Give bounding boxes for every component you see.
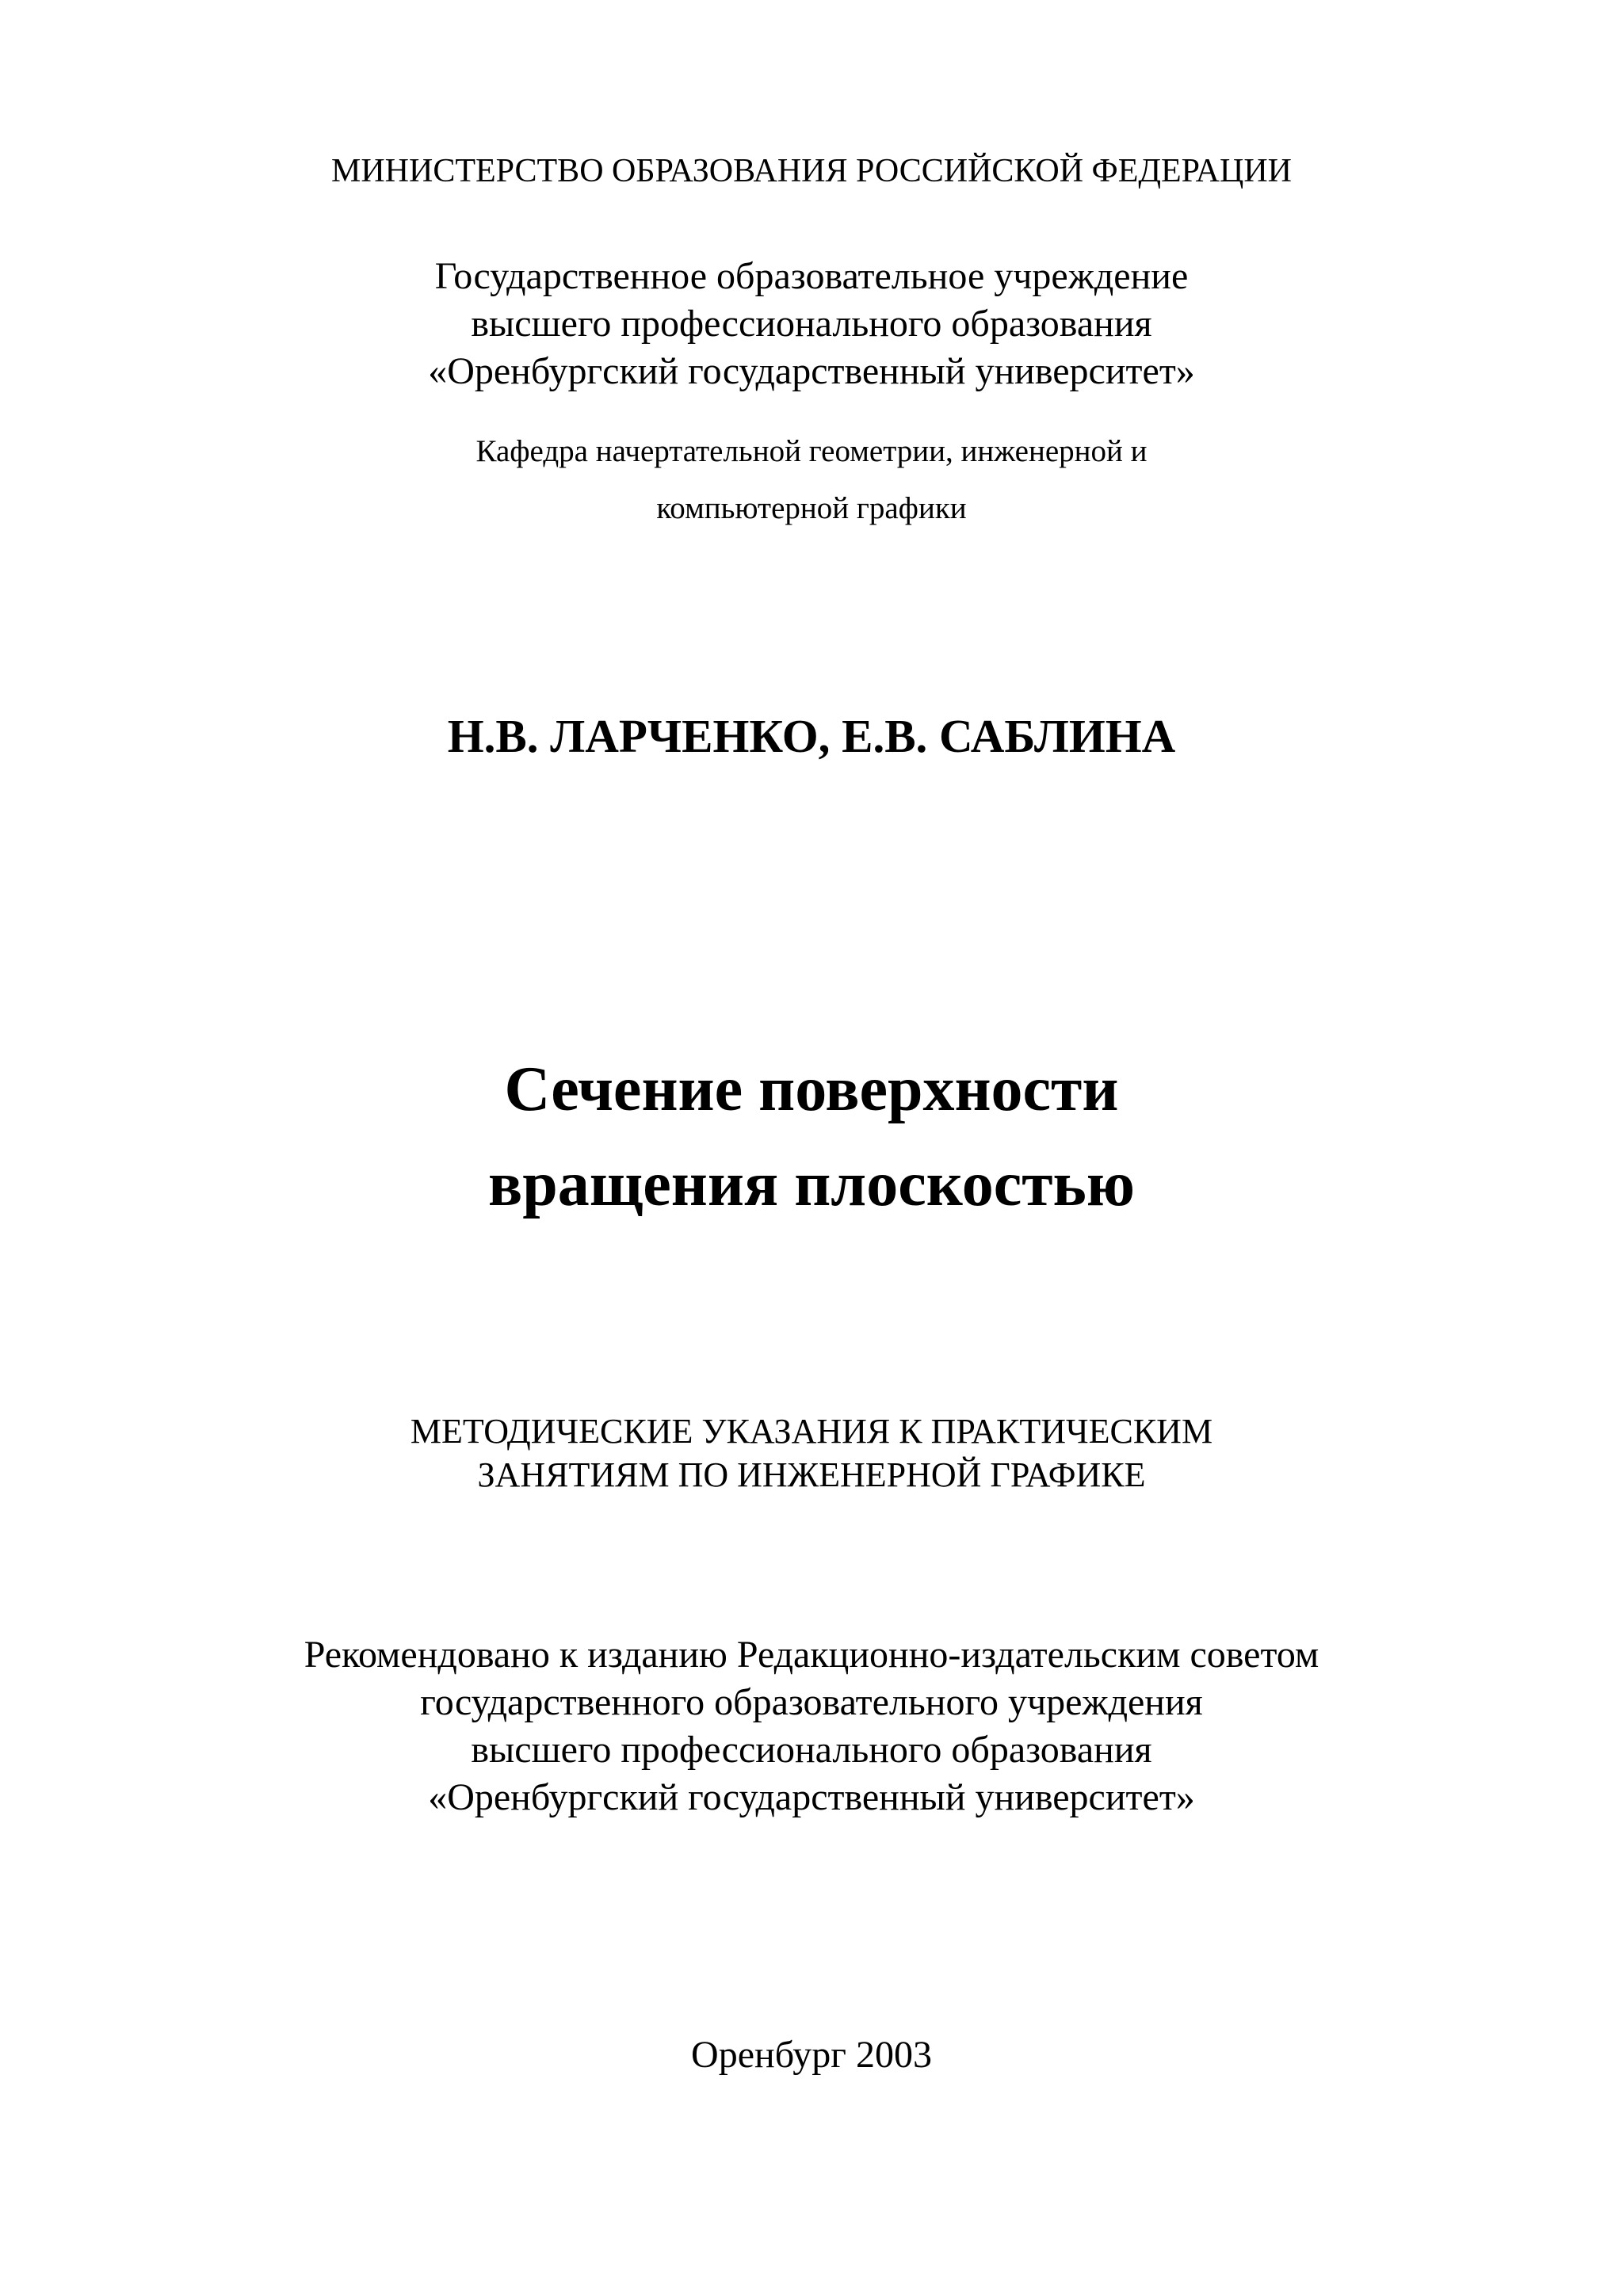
department-line-2: компьютерной графики — [656, 491, 967, 525]
recommendation-line-4: «Оренбургский государственный университет» — [428, 1776, 1195, 1818]
recommendation-line-2: государственного образовательного учреждения — [420, 1681, 1203, 1723]
institution-line-2: высшего профессионального образования — [471, 303, 1152, 345]
imprint-city-year: Оренбург 2003 — [691, 2034, 932, 2076]
document-title-line-1: Сечение поверхности — [504, 1055, 1119, 1124]
institution-line-1: Государственное образовательное учреждение — [434, 255, 1189, 297]
subtitle-line-2: ЗАНЯТИЯМ ПО ИНЖЕНЕРНОЙ ГРАФИКЕ — [477, 1455, 1146, 1494]
recommendation-line-1: Рекомендовано к изданию Редакционно-издательским советом — [304, 1634, 1319, 1676]
document-title-line-2: вращения плоскостью — [488, 1150, 1135, 1219]
ministry-heading: МИНИСТЕРСТВО ОБРАЗОВАНИЯ РОССИЙСКОЙ ФЕДЕРАЦИИ — [330, 153, 1292, 189]
department-line-1: Кафедра начертательной геометрии, инженерной и — [475, 434, 1148, 468]
authors: Н.В. ЛАРЧЕНКО, Е.В. САБЛИНА — [447, 710, 1176, 762]
recommendation-line-3: высшего профессионального образования — [471, 1729, 1152, 1771]
subtitle-line-1: МЕТОДИЧЕСКИЕ УКАЗАНИЯ К ПРАКТИЧЕСКИМ — [410, 1412, 1213, 1451]
institution-line-3: «Оренбургский государственный университет» — [428, 350, 1195, 392]
